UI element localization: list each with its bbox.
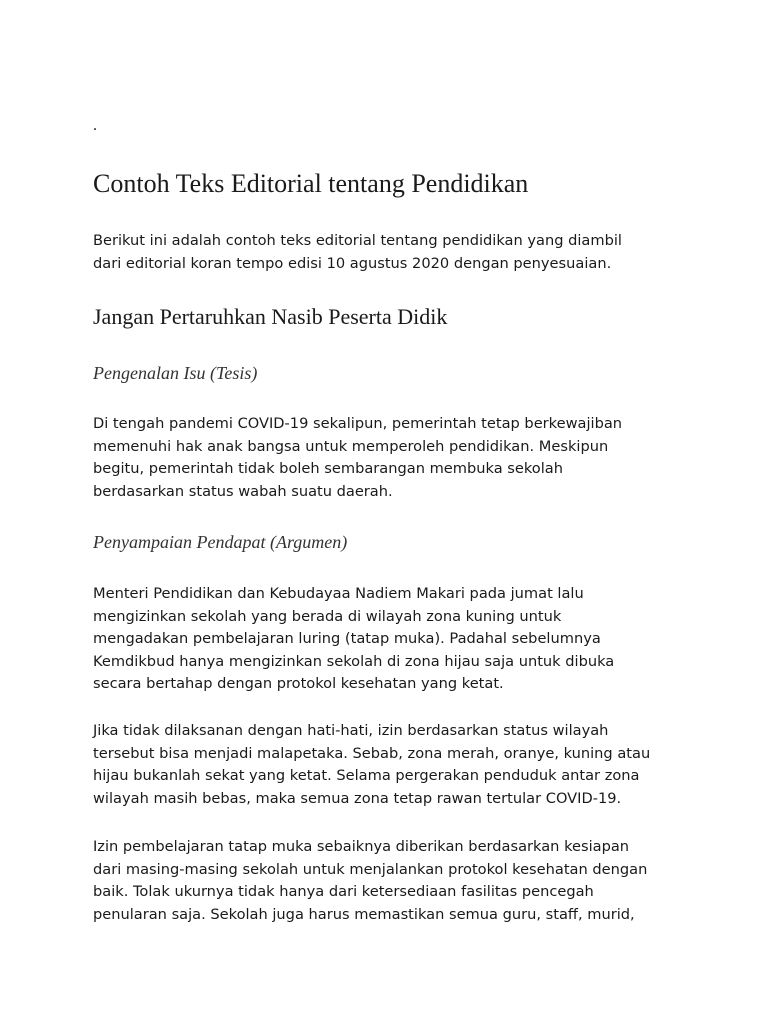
text-line: Di tengah pandemi COVID-19 sekalipun, pemerintah tetap berkewajiban (93, 415, 623, 432)
text-line: berdasarkan status wabah suatu daerah. (93, 482, 393, 500)
argument-paragraph-2 (93, 720, 693, 810)
text-line: baik. Tolak ukurnya tidak hanya dari ketersediaan fasilitas pencegah (93, 883, 594, 900)
argument-paragraph-3 (93, 836, 693, 926)
section-heading-argument: Penyampaian Pendapat (Argumen) (93, 532, 348, 552)
page-title: Contoh Teks Editorial tentang Pendidikan (93, 169, 529, 198)
thesis-paragraph (93, 413, 693, 503)
editorial-heading: Jangan Pertaruhkan Nasib Peserta Didik (93, 304, 448, 329)
text-line: Kemdikbud hanya mengizinkan sekolah di zona hijau saja untuk dibuka (93, 652, 615, 670)
intro-paragraph (93, 230, 693, 275)
text-line: begitu, pemerintah tidak boleh sembarangan membuka sekolah (93, 460, 563, 477)
text-line: secara bertahap dengan protokol kesehatan yang ketat. (93, 675, 504, 692)
text-line: dari masing-masing sekolah untuk menjalankan protokol kesehatan dengan (93, 860, 648, 878)
text-line: Menteri Pendidikan dan Kebudayaa Nadiem Makari pada jumat lalu (93, 585, 584, 602)
text-line: penularan saja. Sekolah juga harus memastikan semua guru, staff, murid, (93, 905, 635, 923)
text-line: memenuhi hak anak bangsa untuk memperoleh pendidikan. Meskipun (93, 437, 609, 455)
text-line: mengizinkan sekolah yang berada di wilayah zona kuning untuk (93, 607, 562, 625)
text-line: wilayah masih bebas, maka semua zona tetap rawan tertular COVID-19. (93, 789, 622, 807)
section-heading-thesis: Pengenalan Isu (Tesis) (93, 363, 258, 383)
text-line: Jika tidak dilaksanan dengan hati-hati, izin berdasarkan status wilayah (93, 722, 609, 739)
text-line: hijau bukanlah sekat yang ketat. Selama pergerakan penduduk antar zona (93, 767, 640, 784)
text-line: tersebut bisa menjadi malapetaka. Sebab, zona merah, oranye, kuning atau (93, 744, 651, 762)
argument-paragraph-1 (93, 583, 693, 696)
text-line: mengadakan pembelajaran luring (tatap muka). Padahal sebelumnya (93, 630, 601, 647)
text-line: Berikut ini adalah contoh teks editorial tentang pendidikan yang diambil (93, 232, 622, 249)
text-line: Izin pembelajaran tatap muka sebaiknya diberikan berdasarkan kesiapan (93, 838, 630, 855)
stray-dot: . (93, 117, 97, 134)
text-line: dari editorial koran tempo edisi 10 agustus 2020 dengan penyesuaian. (93, 254, 612, 272)
